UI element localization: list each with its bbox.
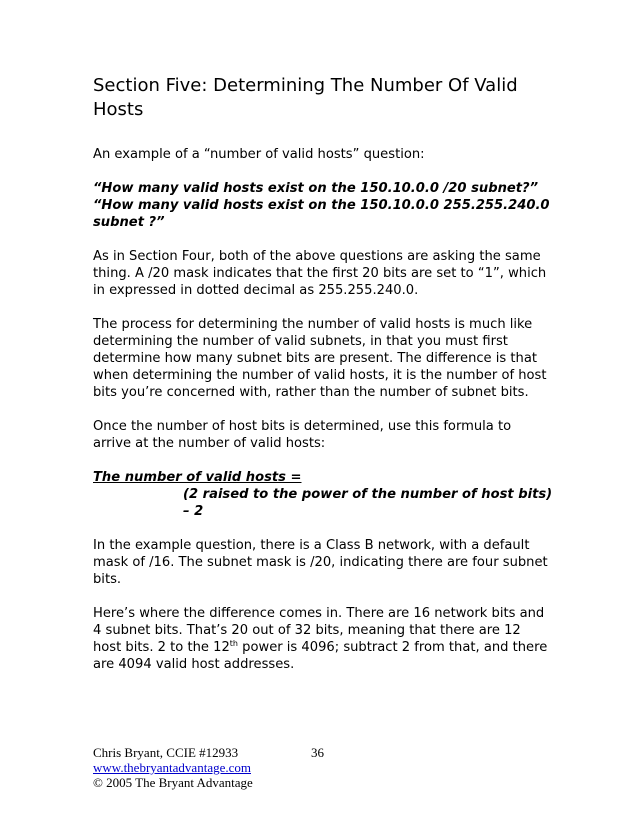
intro-paragraph: An example of a “number of valid hosts” question:	[93, 147, 425, 162]
example-question	[93, 180, 553, 231]
section-title: Section Five: Determining The Number Of Valid Hosts	[93, 75, 518, 120]
difference-paragraph	[93, 605, 553, 673]
footer-author: Chris Bryant, CCIE #12933	[93, 745, 239, 760]
difference-text-start: Here’s where the difference comes in. There are 16 network bits and 4 subnet bits. That’s 20 out of 32 bits, meaning that there are 12 host bits. 2 to the 12	[93, 606, 545, 655]
document-page	[93, 74, 553, 690]
question-line-1: “How many valid hosts exist on the 150.10.0.0 /20 subnet?”	[93, 181, 539, 196]
page-number: 36	[311, 745, 324, 760]
question-line-2: “How many valid hosts exist on the 150.10.0.0 255.255.240.0 subnet ?”	[93, 198, 550, 230]
formula-line-2: (2 raised to the power of the number of host bits) – 2	[183, 487, 553, 519]
footer-copyright: © 2005 The Bryant Advantage	[93, 775, 253, 790]
example-paragraph: In the example question, there is a Class B network, with a default mask of /16. The subnet mask is /20, indicating there are four subnet bits.	[93, 538, 548, 587]
footer-website-link[interactable]: www.thebryantadvantage.com	[93, 760, 251, 775]
process-paragraph: The process for determining the number of valid hosts is much like determining the number of valid subnets, in that you must first determine how many subnet bits are present. The difference is that when determining the number of valid hosts, it is the number of host bits you’re concerned with, rather than the number of subnet bits.	[93, 317, 547, 400]
ordinal-superscript: th	[229, 639, 238, 648]
section-four-paragraph: As in Section Four, both of the above questions are asking the same thing. A /20 mask indicates that the first 20 bits are set to “1”, which in expressed in dotted decimal as 255.255.240.0.	[93, 249, 547, 298]
difference-text-end: power is 4096; subtract 2 from that, and there are 4094 valid host addresses.	[93, 640, 548, 672]
page-footer	[93, 745, 393, 790]
formula-intro-paragraph: Once the number of host bits is determined, use this formula to arrive at the number of valid hosts:	[93, 419, 512, 451]
formula	[93, 469, 553, 520]
formula-line-1: The number of valid hosts =	[93, 470, 302, 485]
